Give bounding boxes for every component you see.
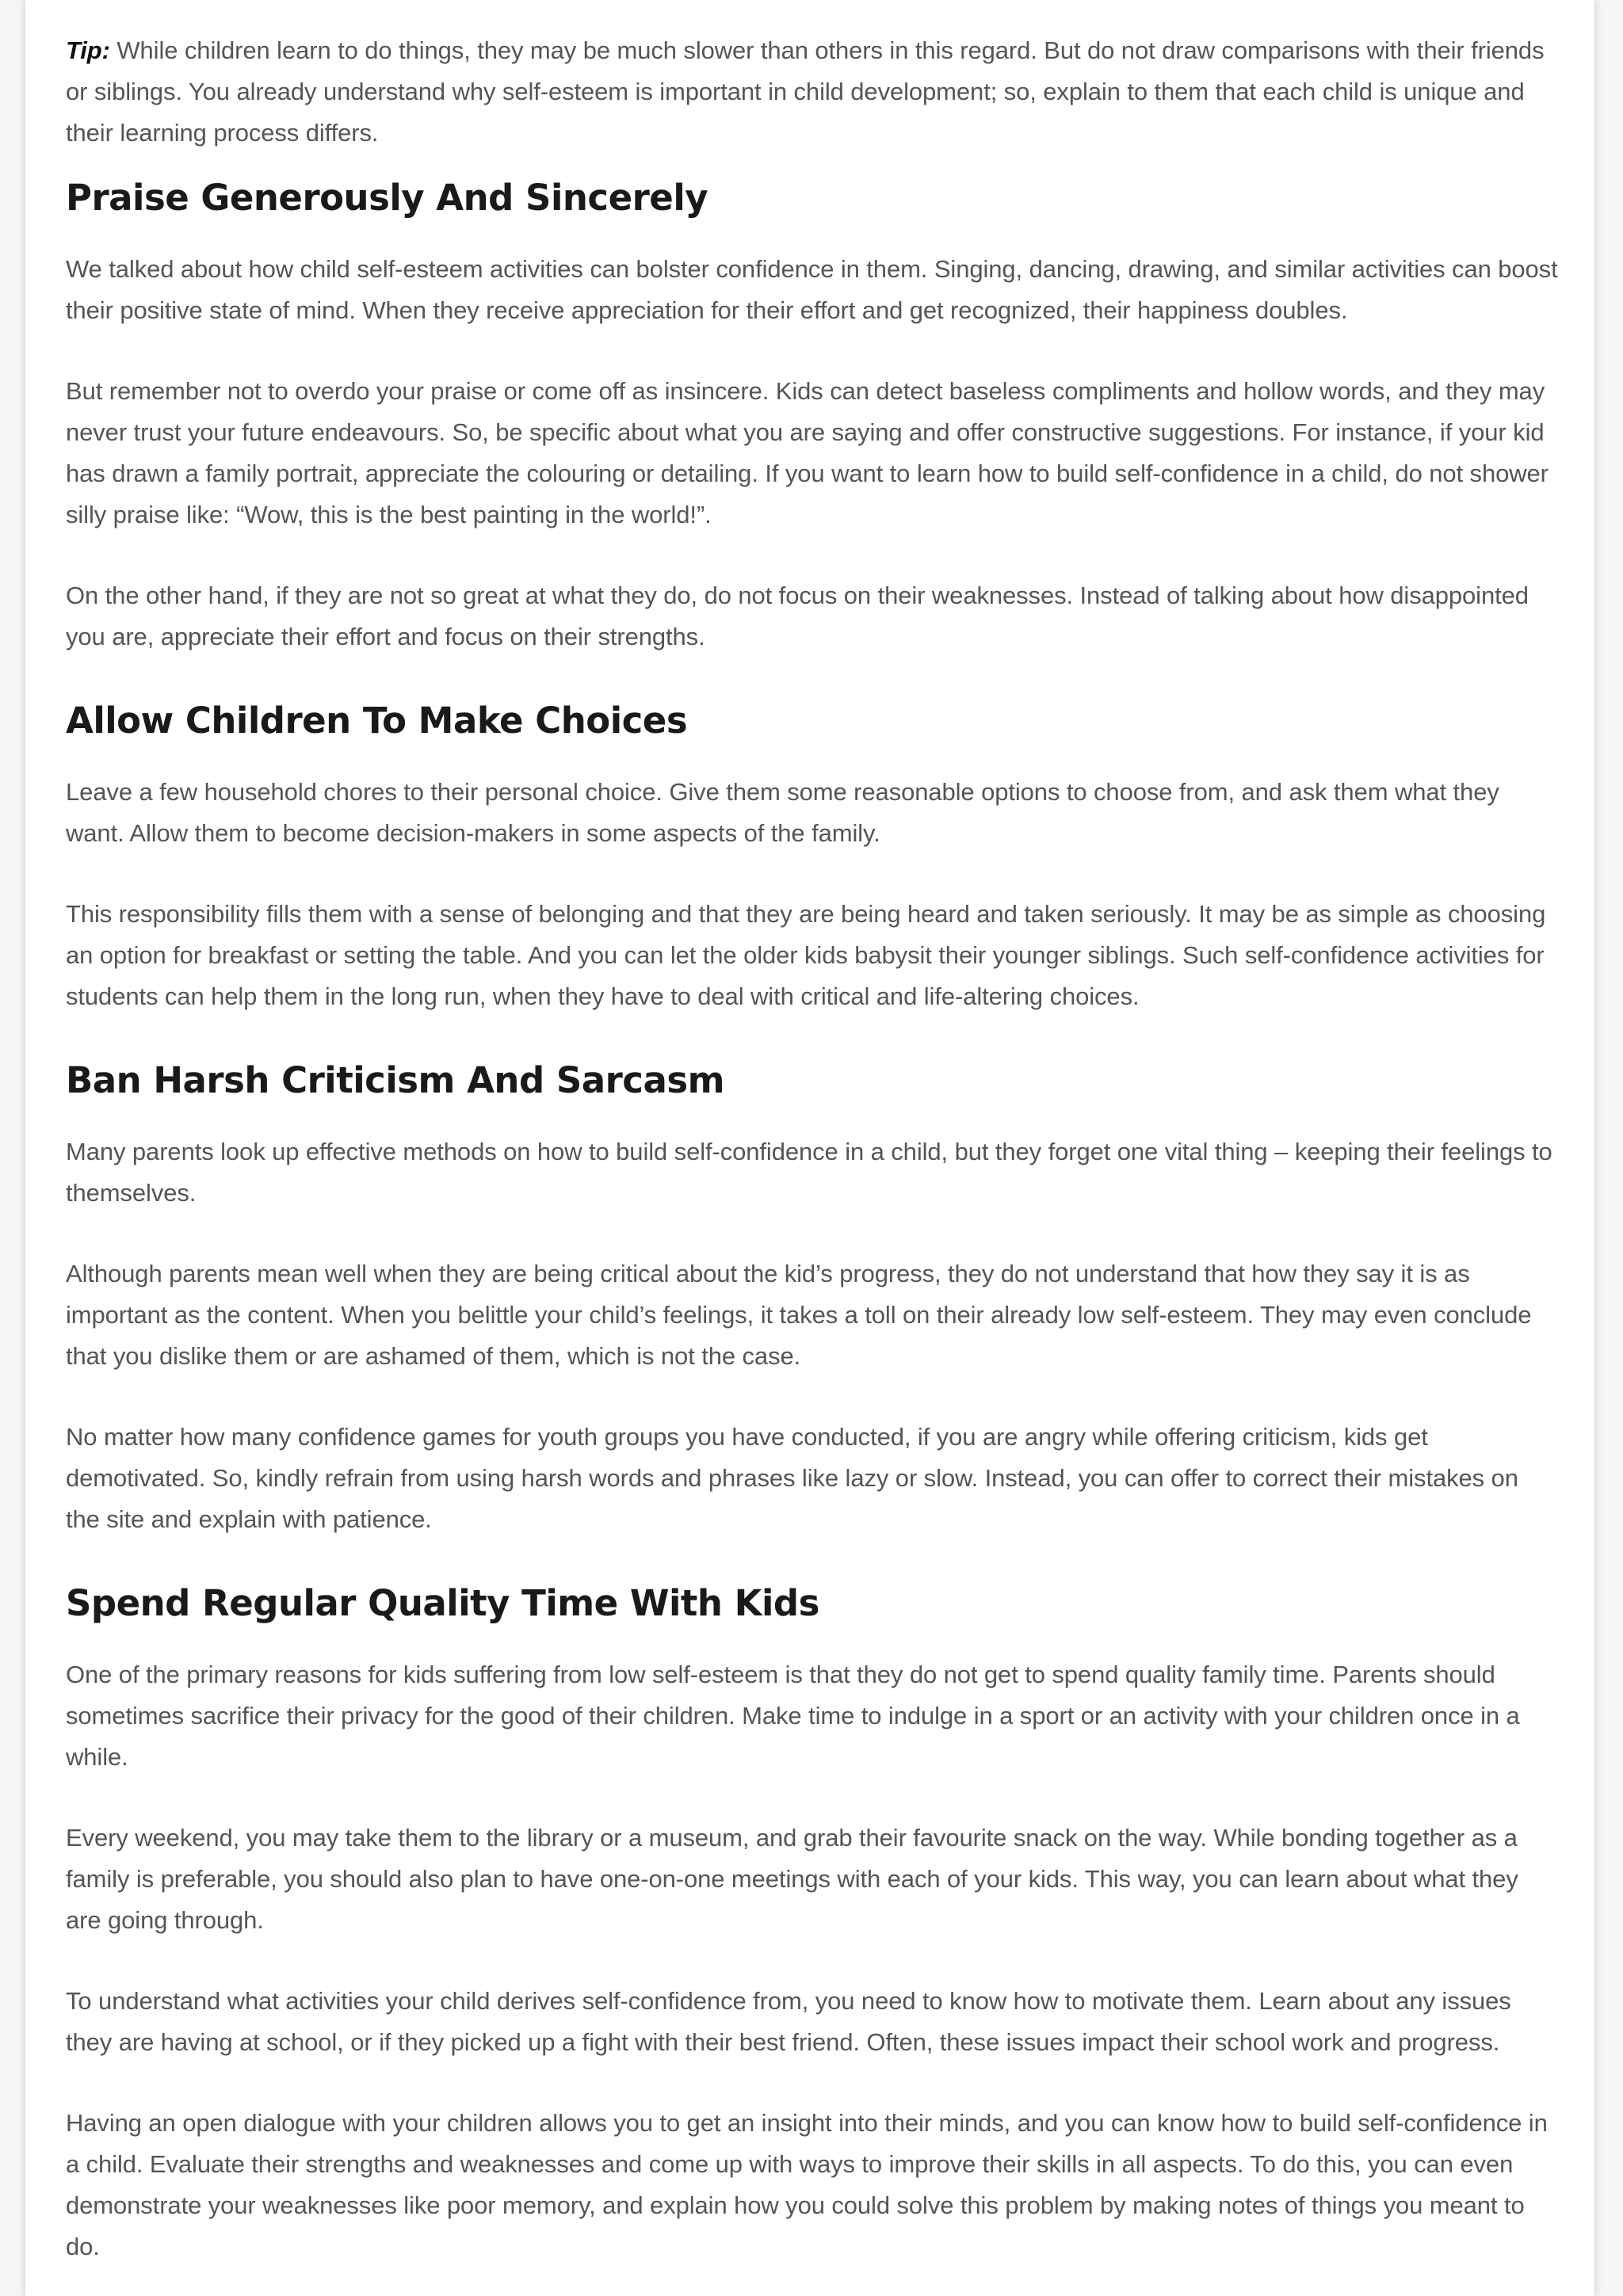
section-paragraph: This responsibility fills them with a sense of belonging and that they are being heard and taken seriously. It may be as simple as choosing an option for breakfast or setting the table. And you can let the older kids babysit their younger siblings. Such self-confidence activities for students can help them in the long run, when they have to deal with critical and life-altering choices. (66, 900, 1546, 1010)
section-paragraph: One of the primary reasons for kids suffering from low self-esteem is that they do not get to spend quality family time. Parents should sometimes sacrifice their privacy for the good of their children. Make time to indulge in a sport or an activity with your children once in a while. (66, 1661, 1520, 1771)
section-paragraph: But remember not to overdo your praise or come off as insincere. Kids can detect baseless compliments and hollow words, and they may never trust your future endeavours. So, be specific about what you are saying and offer constructive suggestions. For instance, if your kid has drawn a family portrait, appreciate the colouring or detailing. If you want to learn how to build self-confidence in a child, do not shower silly praise like: “Wow, this is the best painting in the world!”. (66, 377, 1549, 528)
section-heading: Spend Regular Quality Time With Kids (66, 1582, 819, 1624)
section-criticism (66, 1057, 1558, 1540)
section-heading: Allow Children To Make Choices (66, 700, 688, 742)
section-paragraph: Every weekend, you may take them to the library or a museum, and grab their favourite snack on the way. While bonding together as a family is preferable, you should also plan to have one-on-one meetings with each of your kids. This way, you can learn about what they are going through. (66, 1824, 1518, 1934)
tip-text: While children learn to do things, they may be much slower than others in this regard. But do not draw comparisons with their friends or siblings. You already understand why self-esteem is important in child development; so, explain to them that each child is unique and their learning process differs. (66, 36, 1545, 147)
section-choices (66, 697, 1558, 1017)
section-paragraph: We talked about how child self-esteem activities can bolster confidence in them. Singing, dancing, drawing, and similar activities can boost their positive state of mind. When they receive appreciation for their effort and get recognized, their happiness doubles. (66, 255, 1558, 324)
section-heading: Praise Generously And Sincerely (66, 177, 708, 219)
section-paragraph: Although parents mean well when they are being critical about the kid’s progress, they do not understand that how they say it is as important as the content. When you belittle your child’s feelings, it takes a toll on their already low self-esteem. They may even conclude that you dislike them or are ashamed of them, which is not the case. (66, 1260, 1532, 1370)
section-paragraph: On the other hand, if they are not so great at what they do, do not focus on their weaknesses. Instead of talking about how disappointed you are, appreciate their effort and focus on their strengths. (66, 582, 1529, 650)
section-paragraph: Many parents look up effective methods on how to build self-confidence in a child, but they forget one vital thing – keeping their feelings to themselves. (66, 1138, 1552, 1207)
section-praise (66, 174, 1558, 658)
section-paragraph: No matter how many confidence games for youth groups you have conducted, if you are angry while offering criticism, kids get demotivated. So, kindly refrain from using harsh words and phrases like lazy or slow. Instead, you can offer to correct their mistakes on the site and explain with patience. (66, 1423, 1518, 1533)
section-quality-time (66, 1580, 1558, 2267)
section-paragraph: Having an open dialogue with your children allows you to get an insight into their minds, and you can know how to build self-confidence in a child. Evaluate their strengths and weaknesses and come up with ways to improve their skills in all aspects. To do this, you can even demonstrate your weaknesses like poor memory, and explain how you could solve this problem by making notes of things you meant to do. (66, 2109, 1548, 2260)
section-heading: Ban Harsh Criticism And Sarcasm (66, 1059, 725, 1101)
section-paragraph: Leave a few household chores to their personal choice. Give them some reasonable options to choose from, and ask them what they want. Allow them to become decision-makers in some aspects of the family. (66, 778, 1499, 847)
tip-paragraph (66, 30, 1558, 154)
tip-label: Tip: (66, 36, 110, 64)
article-page (25, 0, 1594, 2296)
section-paragraph: To understand what activities your child derives self-confidence from, you need to know how to motivate them. Learn about any issues they are having at school, or if they picked up a fight with their best friend. Often, these issues impact their school work and progress. (66, 1987, 1511, 2056)
